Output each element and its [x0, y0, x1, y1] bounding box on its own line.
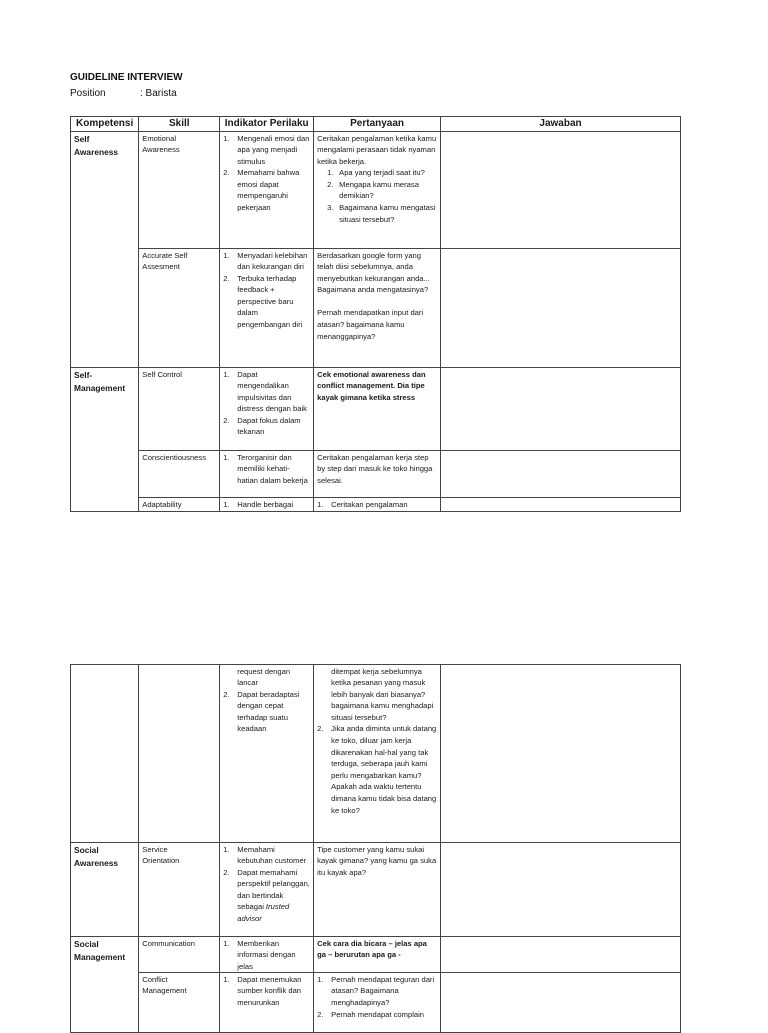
pertanyaan-emotional-awareness: Ceritakan pengalaman ketika kamu mengalami perasaan tidak nyaman ketika bekerja. 1. Apa yang terjadi saat itu? 2. Mengapa kamu merasa demikian? 3. Bagaimana kamu mengatasi situasi tersebut? [314, 132, 441, 249]
position-line [70, 87, 177, 100]
list-item: 1. Dapat mengendalikan impulsivitas dan distress dengan baik [223, 369, 307, 414]
header-indikator: Indikator Perilaku [220, 117, 314, 132]
list-item: 1. Menyadari kelebihan dan kekurangan diri [223, 250, 308, 272]
table-row [71, 368, 681, 451]
jawaban-cell[interactable] [441, 132, 681, 249]
header-pertanyaan: Pertanyaan [314, 117, 441, 132]
pertanyaan-service-orientation: Tipe customer yang kamu sukai kayak gimana? yang kamu ga suka itu kayak apa? [314, 843, 441, 937]
interview-table-page-1 [70, 116, 681, 512]
document-title: GUIDELINE INTERVIEW [70, 72, 183, 83]
table-row [71, 132, 681, 249]
header-jawaban: Jawaban [441, 117, 681, 132]
skill-adaptability: Adaptability [139, 498, 220, 512]
indikator-conscientiousness [220, 451, 314, 498]
skill-communication: Communication [139, 937, 220, 973]
indikator-service-orientation [220, 843, 314, 937]
list-item: 1. Terorganisir dan memiliki kehati-hatian dalam bekerja [223, 452, 308, 485]
skill-accurate-self-assesment: Accurate Self Assesment [139, 249, 220, 368]
jawaban-cell[interactable] [441, 451, 681, 498]
list-item: 1. Ceritakan pengalaman [317, 499, 408, 509]
pertanyaan-adaptability-cont [314, 665, 441, 843]
jawaban-cell[interactable] [441, 937, 681, 973]
kompetensi-empty [71, 665, 139, 843]
jawaban-cell[interactable] [441, 843, 681, 937]
table-header-row [71, 117, 681, 132]
list-item: 2. Dapat memahami perspektif pelanggan, dan bertindak sebagai trusted advisor [223, 867, 310, 924]
list-item: 2. Terbuka terhadap feedback + perspective baru dalam pengembangan diri [223, 273, 303, 330]
indikator-communication [220, 937, 314, 973]
jawaban-cell[interactable] [441, 249, 681, 368]
list-item: 1. Dapat menemukan sumber konflik dan menurunkan [223, 974, 302, 1007]
skill-service-orientation: Service Orientation [139, 843, 220, 937]
kompetensi-self-awareness: Self Awareness [71, 132, 139, 368]
interview-table-page-2 [70, 664, 681, 1033]
kompetensi-social-management: Social Management [71, 937, 139, 1033]
jawaban-cell[interactable] [441, 498, 681, 512]
list-item: 3. Bagaimana kamu mengatasi situasi tersebut? [327, 203, 436, 224]
header-skill: Skill [139, 117, 220, 132]
list-item: 1. Memahami kebutuhan customer [223, 844, 307, 866]
table-row [71, 843, 681, 937]
table-row [71, 665, 681, 843]
indikator-self-control [220, 368, 314, 451]
list-item: 2. Dapat beradaptasi dengan cepat terhadap suatu keadaan [223, 689, 300, 734]
indikator-accurate-self-assesment [220, 249, 314, 368]
indikator-emotional-awareness [220, 132, 314, 249]
skill-self-control: Self Control [139, 368, 220, 451]
list-item: 1. Memberikan informasi dengan jelas [223, 938, 296, 971]
position-value: : Barista [140, 88, 177, 99]
table-row [71, 498, 681, 512]
list-item: 2. Dapat fokus dalam tekanan [223, 415, 301, 437]
list-item: 1. Apa yang terjadi saat itu? [327, 168, 425, 178]
table-row [71, 937, 681, 973]
skill-conflict-management: Conflict Management [139, 973, 220, 1033]
indikator-adaptability [220, 498, 314, 512]
table-row [71, 249, 681, 368]
list-item: 2. Mengapa kamu merasa demikian? [327, 179, 419, 201]
indikator-adaptability-cont [220, 665, 314, 843]
list-item: 1. Mengenali emosi dan apa yang menjadi stimulus [223, 133, 310, 166]
skill-conscientiousness: Conscientiousness [139, 451, 220, 498]
pertanyaan-conscientiousness: Ceritakan pengalaman kerja step by step dari masuk ke toko hingga selesai. [314, 451, 441, 498]
pertanyaan-communication: Cek cara dia bicara – jelas apa ga – berurutan apa ga - [314, 937, 441, 973]
list-item: 2. Memahami bahwa emosi dapat mempengaruhi pekerjaan [223, 168, 300, 213]
list-item: request dengan lancar [237, 666, 291, 688]
list-item: ditempat kerja sebelumnya ketika pesanan yang masuk lebih banyak dari biasanya? bagaimana kamu menghadapi situasi tersebut? [331, 666, 434, 722]
list-item: 2. Pernah mendapat complain [317, 1009, 425, 1019]
skill-emotional-awareness: Emotional Awareness [139, 132, 220, 249]
skill-empty [139, 665, 220, 843]
pertanyaan-accurate-self-assesment: Berdasarkan google form yang telah diisi sebelumnya, anda menyebutkan kekurangan anda... Bagaimana anda mengatasinya? Pernah mendapatkan input dari atasan? bagaimana kamu menanggapinya? [314, 249, 441, 368]
jawaban-cell[interactable] [441, 665, 681, 843]
pertanyaan-self-control: Cek emotional awareness dan conflict management. Dia tipe kayak gimana ketika stress [314, 368, 441, 451]
pertanyaan-adaptability [314, 498, 441, 512]
kompetensi-social-awareness: Social Awareness [71, 843, 139, 937]
table-row [71, 451, 681, 498]
jawaban-cell[interactable] [441, 368, 681, 451]
list-item: 2. Jika anda diminta untuk datang ke toko, diluar jam kerja dikarenakan hal-hal yang tak terduga, seberapa jauh kami perlu mengabarkan kamu? Apakah ada waktu tertentu dimana kamu tidak bisa datang ke toko? [317, 724, 437, 815]
position-label: Position [70, 88, 106, 99]
list-item: 1. Pernah mendapat teguran dari atasan? Bagaimana menghadapinya? [317, 974, 435, 1007]
kompetensi-self-management: Self- Management [71, 368, 139, 512]
header-kompetensi: Kompetensi [71, 117, 139, 132]
list-item: 1. Handle berbagai [223, 499, 294, 509]
